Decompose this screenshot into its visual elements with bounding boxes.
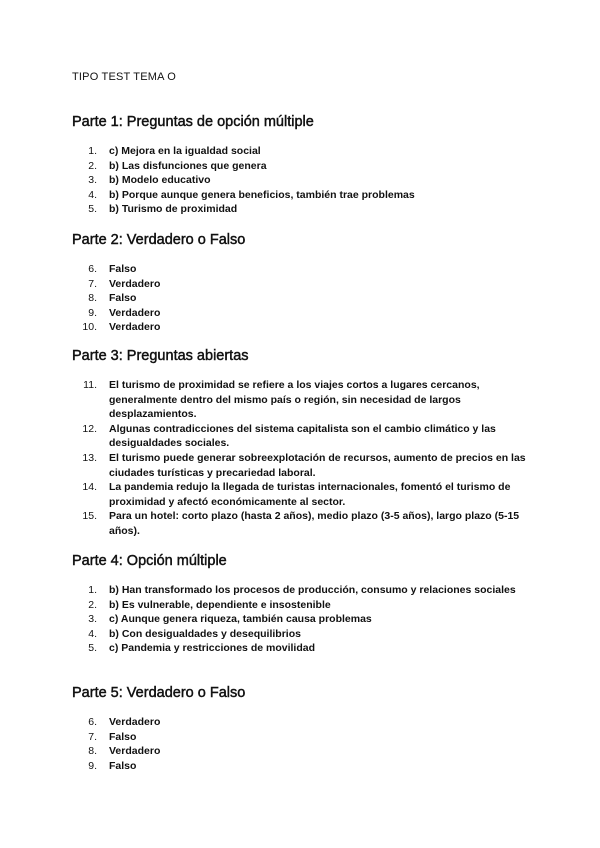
answer-list (72, 378, 532, 539)
item-number: 3. (88, 174, 97, 187)
section-heading: Parte 2: Verdadero o Falso (72, 232, 246, 248)
item-number: 3. (88, 613, 97, 626)
item-text: Algunas contradicciones del sistema capitalista son el cambio climático y las desigualdades sociales. (109, 422, 496, 450)
section-heading: Parte 3: Preguntas abiertas (72, 348, 249, 364)
list-item (72, 730, 532, 745)
item-number: 9. (88, 759, 97, 772)
list-item (72, 715, 532, 730)
item-number: 5. (88, 642, 97, 655)
answer-list (72, 144, 532, 217)
item-text: El turismo puede generar sobreexplotación de recursos, aumento de precios en las ciudades turísticas y precariedad laboral. (109, 451, 526, 479)
section-heading: Parte 1: Preguntas de opción múltiple (72, 114, 314, 130)
item-text: c) Pandemia y restricciones de movilidad (109, 642, 315, 655)
item-text: Verdadero (109, 321, 161, 334)
list-item (72, 759, 532, 774)
item-text: Para un hotel: corto plazo (hasta 2 años), medio plazo (3-5 años), largo plazo (5-15 años). (109, 510, 520, 537)
list-item (72, 509, 532, 538)
answer-list (72, 715, 532, 773)
item-number: 8. (88, 745, 97, 758)
list-item (72, 583, 532, 598)
item-text: Falso (109, 263, 137, 275)
item-number: 10. (82, 321, 97, 334)
section-parte-1 (72, 114, 532, 217)
item-number: 12. (82, 422, 97, 435)
item-number: 7. (88, 730, 97, 743)
document-title: TIPO TEST TEMA O (72, 71, 177, 83)
item-text: b) Porque aunque genera beneficios, también trae problemas (109, 188, 415, 201)
answer-list (72, 583, 532, 656)
item-number: 1. (88, 145, 97, 157)
item-text: b) Es vulnerable, dependiente e insostenible (109, 598, 331, 611)
list-item (72, 202, 532, 217)
section-parte-4 (72, 553, 532, 656)
item-number: 13. (82, 451, 97, 464)
item-text: Falso (109, 730, 137, 743)
item-text: La pandemia redujo la llegada de turistas internacionales, fomentó el turismo de proximidad y afectó económicamente al sector. (109, 481, 511, 508)
item-number: 1. (88, 584, 97, 596)
list-item (72, 641, 532, 656)
section-heading: Parte 4: Opción múltiple (72, 553, 227, 569)
answer-list (72, 262, 532, 335)
list-item (72, 612, 532, 627)
list-item (72, 291, 532, 306)
item-number: 14. (82, 481, 97, 494)
section-parte-5 (72, 685, 532, 773)
list-item (72, 451, 532, 480)
item-number: 6. (88, 716, 97, 728)
item-number: 6. (88, 263, 97, 275)
item-text: Verdadero (109, 745, 161, 758)
item-text: c) Aunque genera riqueza, también causa problemas (109, 613, 372, 626)
section-parte-3 (72, 348, 532, 539)
item-number: 9. (88, 306, 97, 319)
list-item (72, 378, 532, 422)
list-item (72, 144, 532, 159)
list-item (72, 422, 532, 451)
list-item (72, 277, 532, 292)
list-item (72, 627, 532, 642)
section-heading: Parte 5: Verdadero o Falso (72, 685, 246, 701)
item-text: b) Han transformado los procesos de producción, consumo y relaciones sociales (109, 584, 516, 596)
list-item (72, 320, 532, 335)
item-text: Falso (109, 759, 137, 772)
item-text: b) Las disfunciones que genera (109, 159, 267, 172)
item-number: 2. (88, 598, 97, 611)
item-number: 7. (88, 277, 97, 290)
item-number: 8. (88, 292, 97, 305)
item-text: El turismo de proximidad se refiere a los viajes cortos a lugares cercanos, generalmente dentro del mismo país o región, sin necesidad de largos desplazamientos. (109, 379, 480, 421)
list-item (72, 306, 532, 321)
list-item (72, 480, 532, 509)
item-number: 4. (88, 627, 97, 640)
item-text: Verdadero (109, 306, 161, 319)
item-text: Falso (109, 292, 137, 305)
list-item (72, 159, 532, 174)
list-item (72, 188, 532, 203)
item-number: 2. (88, 159, 97, 172)
section-parte-2 (72, 232, 532, 335)
item-number: 5. (88, 203, 97, 216)
list-item (72, 262, 532, 277)
list-item (72, 598, 532, 613)
item-number: 15. (82, 510, 97, 523)
item-text: Verdadero (109, 277, 161, 290)
item-text: b) Con desigualdades y desequilibrios (109, 627, 301, 640)
list-item (72, 744, 532, 759)
item-number: 4. (88, 188, 97, 201)
item-number: 11. (83, 379, 97, 391)
item-text: b) Modelo educativo (109, 174, 211, 187)
item-text: b) Turismo de proximidad (109, 203, 238, 216)
item-text: c) Mejora en la igualdad social (109, 145, 261, 157)
item-text: Verdadero (109, 716, 161, 728)
list-item (72, 173, 532, 188)
